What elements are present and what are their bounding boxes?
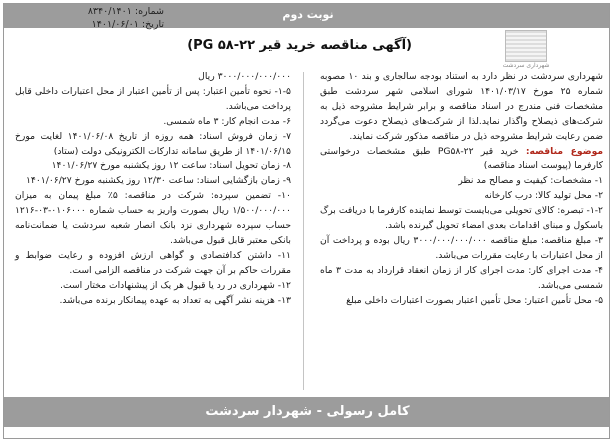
clause-item: ۳- مبلغ مناقصه: مبلغ مناقصه ۳۰۰۰/۰۰۰/۰۰۰/۰۰۰ ریال بوده و پرداخت آن از محل اعتبارات با رعایت مقررات می‌باشد. [320, 234, 603, 261]
subject-paragraph [320, 145, 603, 175]
reference-info [14, 5, 164, 31]
subject-label: موضوع مناقصه: [525, 145, 604, 157]
clause-item: ۳۰۰۰/۰۰۰/۰۰۰/۰۰۰ ریال [198, 71, 291, 82]
clause-item: ۱- مشخصات: کیفیت و مصالح مد نظر [458, 175, 603, 187]
subject-text: خرید قیر PG۵۸-۲۲ طبق مشخصات درخواستی کارفرما (پیوست اسناد مناقصه) [320, 145, 603, 172]
round-badge: نوبت دوم [282, 8, 334, 21]
signature: کامل رسولی - شهردار سردشت [205, 404, 410, 419]
clause-item: ۱-۵- نحوه تأمین اعتبار: پس از تأمین اعتبار از محل اعتبارات داخلی قابل پرداخت می‌باشد. [15, 85, 291, 112]
clause-item: ۱۱- داشتن کدافتصادی و گواهی ارزش افزوده و رعایت ضوابط و مقررات حاکم بر آن جهت شرکت در مناقصه الزامی است. [15, 249, 291, 276]
municipality-logo [505, 30, 547, 62]
clause-item: ۹- زمان بازگشایی اسناد: ساعت ۱۲/۳۰ روز یکشنبه مورخ ۱۴۰۱/۰۶/۲۷ [26, 175, 291, 187]
reference-number: شماره: ۸۳۴۰/۱۴۰۱ [87, 6, 164, 17]
clause-item: ۸- زمان تحویل اسناد: ساعت ۱۲ روز یکشنبه مورخ ۱۴۰۱/۰۶/۲۷ [51, 160, 291, 172]
clause-item: ۷- زمان فروش اسناد: همه روزه از تاریخ ۱۴۰۱/۰۶/۰۸ لغایت مورخ ۱۴۰۱/۰۶/۱۵ از طریق سامانه تدارکات الکترونیکی دولت (ستاد) [15, 130, 291, 157]
clause-item: ۱۳- هزینه نشر آگهی به تعداد به عهده پیمانکار برنده می‌باشد. [59, 294, 291, 306]
logo-caption: شهرداری سردشت [502, 62, 550, 69]
clause-item: ۱۲- شهرداری در رد یا قبول هر یک از پیشنهادات مختار است. [60, 279, 291, 291]
clause-item: ۱-۲- تبصره: کالای تحویلی می‌بایست توسط نماینده کارفرما با دریافت برگ باسکول و مبنای اقدامات بعدی امضاء تحویل گیرنده باشد. [320, 205, 603, 232]
page-title: (آگهی مناقصه خرید قیر PG ۵۸-۲۲) [187, 38, 412, 53]
column-divider [303, 72, 304, 390]
clause-item: ۵- محل تأمین اعتبار: محل تأمین اعتبار بصورت اعتبارات داخلی مبلغ [346, 294, 603, 306]
right-column [320, 70, 603, 309]
clause-item: ۱۰- تضمین سپرده: شرکت در مناقصه: ۵٪ مبلغ پیمان به میزان ۱/۵۰۰/۰۰۰/۰۰۰ ریال بصورت واریز به حساب شماره ۰۱۰۶۰۰۰-۰۳-۱۲۱۶ حساب سپرده شهرداری نزد بانک انصار شعبه سردشت یا ضمانت‌نامه بانکی معتبر قابل قبول می‌باشد. [15, 190, 291, 246]
clause-item: ۴- مدت اجرای کار: مدت اجرای کار از زمان انعقاد قرارداد به مدت ۳ ماه شمسی می‌باشد. [320, 264, 603, 291]
clause-item: ۶- مدت انجام کار: ۳ ماه شمسی. [163, 115, 291, 127]
reference-date: تاریخ: ۱۴۰۱/۰۶/۰۱ [91, 19, 164, 30]
clause-item: ۲- محل تولید کالا: درب کارخانه [484, 190, 603, 202]
left-column [15, 70, 291, 309]
intro-paragraph: شهرداری سردشت در نظر دارد به استناد بودجه سالجاری و بند ۱۰ مصوبه شماره ۲۵ مورخ ۱۴۰۱/۰۳/۱۷ شورای اسلامی شهر سردشت طبق مشخصات فنی مندرج در اسناد مناقصه و برابر شرایط مشروحه ذیل به شرکت‌های ذیصلاح واگذار نماید.لذا از شرکت‌های ذیصلاح دعوت می‌گردد ضمن رعایت شرایط مشروحه ذیل در مناقصه مذکور شرکت نمایند. [320, 71, 603, 142]
